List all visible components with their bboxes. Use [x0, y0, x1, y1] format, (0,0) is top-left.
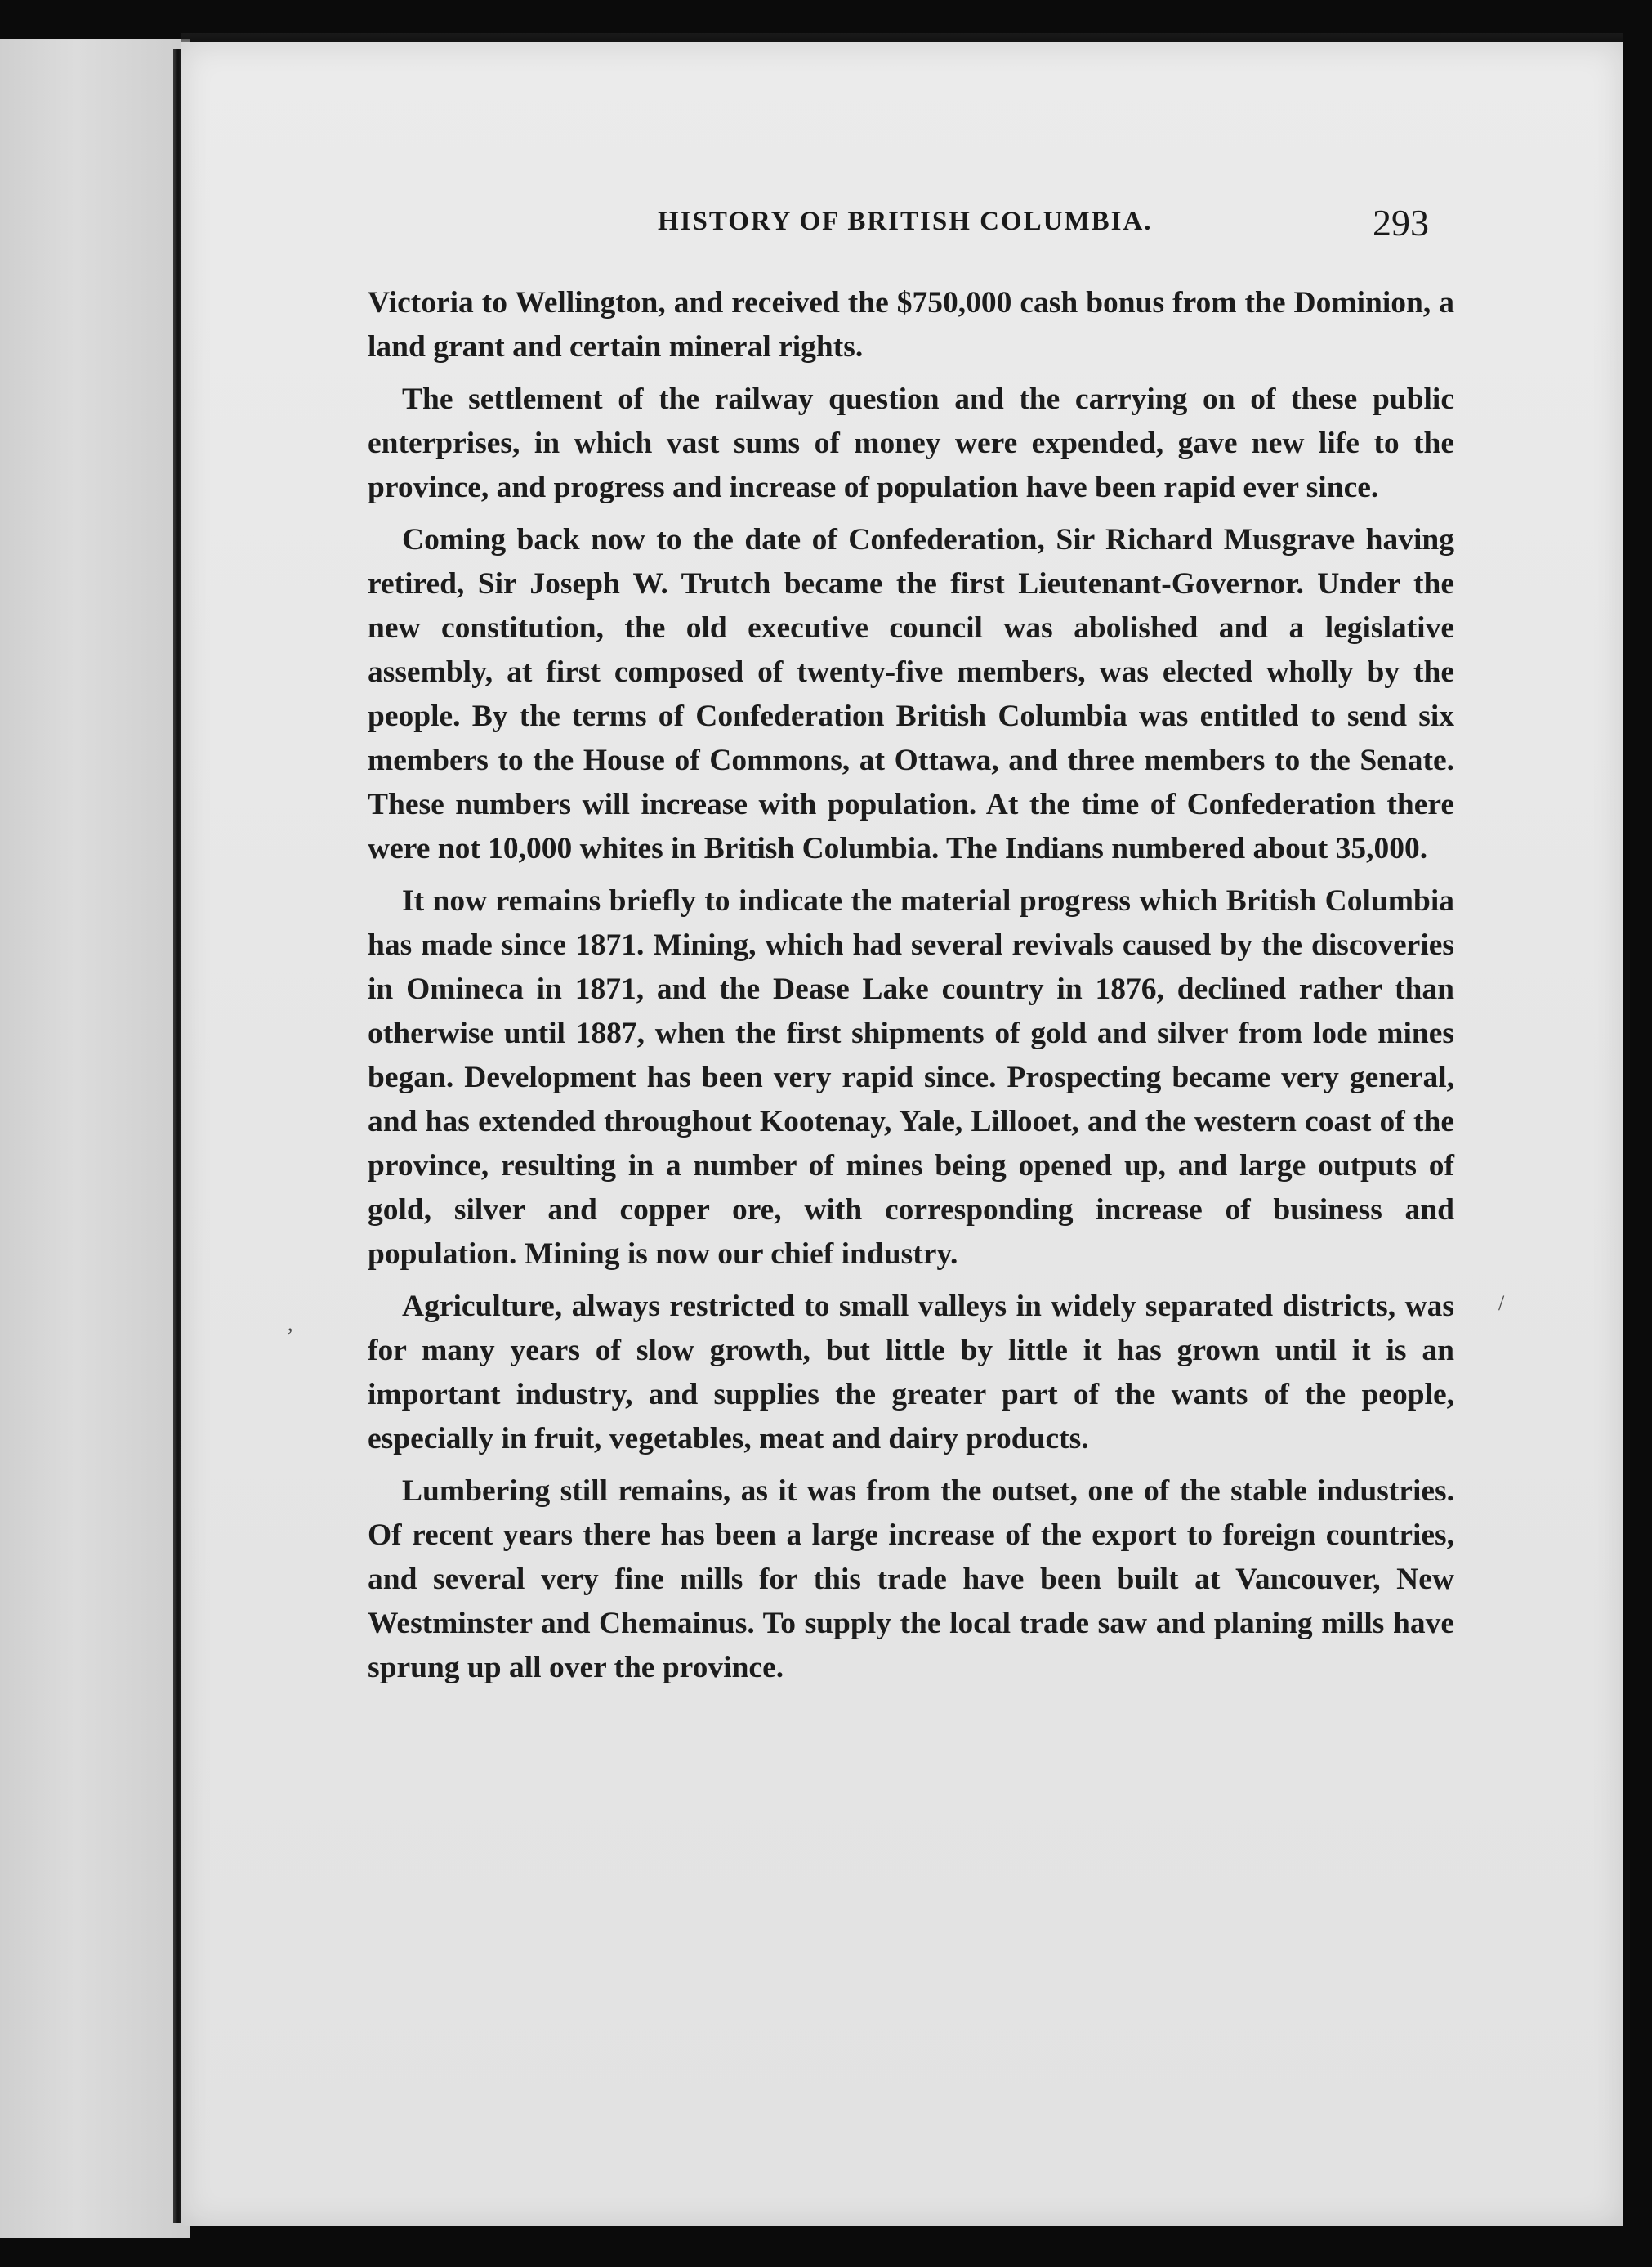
paragraph: Coming back now to the date of Confederation, Sir Richard Musgrave having retired, Sir Joseph W. Trutch became the first Lieutenant-Governor. Under the new constitution, the old executive council was abolished and a legislative assembly, at first composed of twenty-five members, was elected wholly by the people. By the terms of Confederation British Columbia was entitled to send six members to the House of Commons, at Ottawa, and three members to the Senate. These numbers will increase with population. At the time of Confederation there were not 10,000 whites in British Columbia. The Indians numbered about 35,000.: [368, 523, 1454, 865]
paragraph: Agriculture, always restricted to small valleys in widely separated districts, was for many years of slow growth, but little by little it has grown until it is an important industry, and supplies the greater part of the wants of the people, especially in fruit, vegetables, meat and dairy products.: [368, 1290, 1454, 1455]
paragraph: The settlement of the railway question and the carrying on of these public enterprises, in which vast sums of money were expended, gave new life to the province, and progress and increase of population have been rapid ever since.: [368, 382, 1454, 504]
paragraph: Victoria to Wellington, and received the $750,000 cash bonus from the Dominion, a land grant and certain mineral rights.: [368, 286, 1454, 364]
paragraph: It now remains briefly to indicate the material progress which British Columbia has made since 1871. Mining, which had several revivals caused by the discoveries in Omineca in 1871, and the Dease Lake country in 1876, declined rather than otherwise until 1887, when the first shipments of gold and silver from lode mines began. Development has been very rapid since. Prospecting became very general, and has extended throughout Kootenay, Yale, Lillooet, and the western coast of the province, resulting in a number of mines being opened up, and large outputs of gold, silver and copper ore, with corresponding increase of business and population. Mining is now our chief industry.: [368, 884, 1454, 1271]
paragraph: Lumbering still remains, as it was from the outset, one of the stable industries. Of recent years there has been a large increase of the export to foreign countries, and several very fine mills for this trade have been built at Vancouver, New Westminster and Chemainus. To supply the local trade saw and planing mills have sprung up all over the province.: [368, 1474, 1454, 1684]
scan-speck: /: [1498, 1291, 1505, 1315]
scan-speck: ,: [288, 1312, 293, 1335]
running-title: HISTORY OF BRITISH COLUMBIA.: [658, 207, 1153, 236]
page-body: [368, 281, 1454, 1698]
facing-page-edge: [0, 39, 190, 2238]
page-number: 293: [1373, 202, 1429, 244]
